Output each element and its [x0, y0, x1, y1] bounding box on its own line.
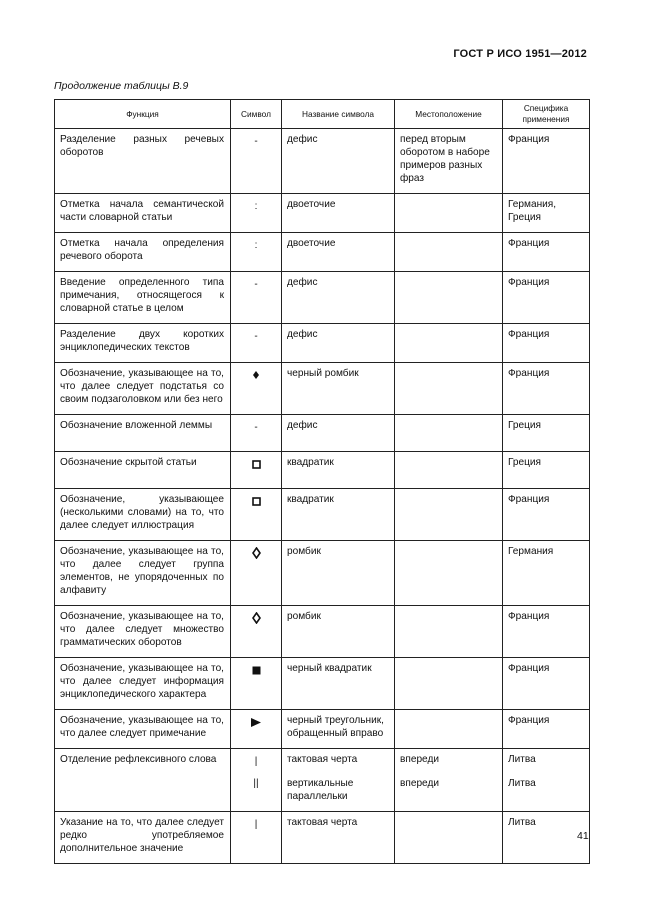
usage-cell: [503, 489, 590, 541]
table-row: [55, 272, 590, 324]
usage-cell-text: Франция: [508, 368, 550, 379]
usage-cell-text: Франция: [508, 611, 550, 622]
location-cell: [395, 272, 503, 324]
symbol-name-cell-text: тактовая черта: [287, 754, 358, 765]
location-cell: [395, 749, 503, 812]
black-triangle-right-icon: [236, 716, 276, 738]
symbol-name-cell-text: черный ромбик: [287, 368, 359, 379]
usage-cell-text: Франция: [508, 277, 550, 288]
symbol-name-cell-text: дефис: [287, 420, 318, 431]
table-row: [55, 489, 590, 541]
symbol-name-cell-text: дефис: [287, 134, 318, 145]
symbol-name-cell: [282, 452, 395, 489]
location-cell: [395, 415, 503, 452]
hyphen-icon: -: [254, 279, 258, 290]
colon-icon: :: [254, 240, 258, 251]
symbol-cell: [231, 129, 282, 194]
usage-cell-text: Германия: [508, 546, 554, 557]
usage-cell-text: Франция: [508, 329, 550, 340]
function-cell: Указание на то, что далее следует редко употребляемое дополнительное значение: [55, 812, 231, 864]
double-vertical-bar-icon: ||: [253, 778, 259, 789]
function-cell: Обозначение вложенной леммы: [55, 415, 231, 452]
usage-cell-text: Франция: [508, 494, 550, 505]
symbol-name-cell-text: квадратик: [287, 457, 334, 468]
usage-cell: [503, 658, 590, 710]
table-row: [55, 129, 590, 194]
function-cell: Обозначение скрытой статьи: [55, 452, 231, 489]
location-cell: [395, 541, 503, 606]
symbol-name-cell: [282, 541, 395, 606]
table-row: [55, 710, 590, 749]
symbol-cell: [231, 710, 282, 749]
symbol-name-cell: [282, 749, 395, 812]
symbol-name-cell: [282, 606, 395, 658]
function-cell: Обозначение, указывающее на то, что далее следует информация энциклопедического характера: [55, 658, 231, 710]
symbol-name-cell-text: двоеточие: [287, 199, 336, 210]
symbol-cell: [231, 233, 282, 272]
table-row: [55, 233, 590, 272]
table-row: [55, 363, 590, 415]
location-cell: [395, 812, 503, 864]
vertical-bar-icon: |: [254, 756, 258, 767]
function-cell: Введение определенного типа примечания, относящегося к словарной статье в целом: [55, 272, 231, 324]
location-cell-text: впереди: [400, 754, 439, 765]
usage-cell: [503, 541, 590, 606]
symbol-cell: [231, 194, 282, 233]
symbol-name-cell-text: черный квадратик: [287, 663, 372, 674]
usage-cell-text: Греция: [508, 420, 542, 431]
symbol-name-cell: [282, 129, 395, 194]
table-row: [55, 812, 590, 864]
function-cell: Обозначение, указывающее на то, что далее следует примечание: [55, 710, 231, 749]
symbol-cell: [231, 415, 282, 452]
usage-cell-text: Франция: [508, 715, 550, 726]
usage-cell: [503, 194, 590, 233]
symbol-cell: [231, 452, 282, 489]
column-header-symbol: Символ: [231, 100, 282, 129]
symbol-name-cell-text: ромбик: [287, 546, 321, 557]
symbol-name-cell-text: вертикальные параллельки: [287, 778, 354, 802]
document-id: ГОСТ Р ИСО 1951—2012: [453, 48, 587, 60]
symbol-cell: [231, 541, 282, 606]
column-header-symbol-name: Название символа: [282, 100, 395, 129]
table-row: [55, 541, 590, 606]
usage-cell: [503, 324, 590, 363]
symbol-name-cell: [282, 710, 395, 749]
usage-cell-text: Франция: [508, 134, 550, 145]
symbol-cell: [231, 606, 282, 658]
usage-cell: [503, 272, 590, 324]
black-diamond-icon: [236, 369, 276, 391]
symbol-cell: [231, 363, 282, 415]
function-cell: Обозначение, указывающее на то, что далее следует подстатья со своим подзаголовком или без него: [55, 363, 231, 415]
symbol-name-cell-text: дефис: [287, 277, 318, 288]
usage-cell: [503, 129, 590, 194]
function-cell: Отметка начала семантической части словарной статьи: [55, 194, 231, 233]
square-icon: [236, 495, 276, 517]
symbol-name-cell: [282, 194, 395, 233]
symbol-cell: [231, 749, 282, 812]
usage-cell: [503, 452, 590, 489]
location-cell: [395, 489, 503, 541]
usage-cell: [503, 363, 590, 415]
function-cell: Обозначение, указывающее на то, что далее следует группа элементов, не упорядоченных по алфавиту: [55, 541, 231, 606]
table-row: [55, 452, 590, 489]
usage-cell: [503, 606, 590, 658]
location-cell: [395, 194, 503, 233]
hyphen-icon: -: [254, 422, 258, 433]
black-square-icon: [236, 664, 276, 686]
symbol-cell: [231, 272, 282, 324]
symbol-cell: [231, 812, 282, 864]
function-cell: Отделение рефлексивного слова: [55, 749, 231, 812]
colon-icon: :: [254, 201, 258, 212]
symbol-name-cell-text: дефис: [287, 329, 318, 340]
usage-cell-text: Франция: [508, 238, 550, 249]
usage-cell-text: Литва: [508, 817, 536, 828]
table-body: [55, 129, 590, 864]
diamond-icon: [236, 612, 276, 634]
usage-cell: [503, 415, 590, 452]
usage-cell: [503, 710, 590, 749]
symbol-name-cell-text: черный треугольник, обращенный вправо: [287, 715, 384, 739]
function-cell: Разделение двух коротких энциклопедических текстов: [55, 324, 231, 363]
location-cell: [395, 363, 503, 415]
symbol-name-cell-text: ромбик: [287, 611, 321, 622]
table-header-row: [55, 100, 590, 129]
symbol-name-cell-text: двоеточие: [287, 238, 336, 249]
symbol-cell: [231, 489, 282, 541]
usage-cell-text: Германия, Греция: [508, 199, 557, 223]
hyphen-icon: -: [254, 331, 258, 342]
symbol-name-cell-text: квадратик: [287, 494, 334, 505]
square-icon: [236, 458, 276, 480]
symbol-name-cell: [282, 363, 395, 415]
vertical-bar-icon: |: [254, 819, 258, 830]
column-header-usage: Специфика применения: [503, 100, 590, 129]
table-row: [55, 606, 590, 658]
usage-cell-text: Литва: [508, 754, 536, 765]
table-row: [55, 194, 590, 233]
symbol-cell: [231, 658, 282, 710]
table-row: [55, 749, 590, 812]
table-row: [55, 324, 590, 363]
diamond-icon: [236, 547, 276, 569]
symbol-cell: [231, 324, 282, 363]
function-cell: Отметка начала определения речевого оборота: [55, 233, 231, 272]
location-cell: [395, 233, 503, 272]
table-row: [55, 658, 590, 710]
location-cell: [395, 710, 503, 749]
page-number: 41: [577, 830, 589, 842]
symbols-table: [54, 99, 590, 864]
usage-cell: [503, 233, 590, 272]
symbol-name-cell: [282, 489, 395, 541]
symbol-name-cell: [282, 812, 395, 864]
symbol-name-cell: [282, 415, 395, 452]
usage-cell-text: Греция: [508, 457, 542, 468]
function-cell: Обозначение, указывающее на то, что далее следует множество грамматических оборотов: [55, 606, 231, 658]
hyphen-icon: -: [254, 136, 258, 147]
location-cell: [395, 606, 503, 658]
symbol-name-cell: [282, 272, 395, 324]
symbol-name-cell: [282, 658, 395, 710]
location-cell-text: впереди: [400, 778, 439, 789]
symbol-name-cell: [282, 324, 395, 363]
table-row: [55, 415, 590, 452]
usage-cell: [503, 749, 590, 812]
symbol-name-cell: [282, 233, 395, 272]
column-header-function: Функция: [55, 100, 231, 129]
function-cell: Обозначение, указывающее (несколькими словами) на то, что далее следует иллюстрация: [55, 489, 231, 541]
location-cell: [395, 452, 503, 489]
symbol-name-cell-text: тактовая черта: [287, 817, 358, 828]
function-cell: Разделение разных речевых оборотов: [55, 129, 231, 194]
location-cell: [395, 324, 503, 363]
location-cell: [395, 658, 503, 710]
usage-cell-text: Литва: [508, 778, 536, 789]
location-cell-text: перед вторым оборотом в наборе примеров разных фраз: [400, 134, 490, 184]
column-header-location: Местоположение: [395, 100, 503, 129]
usage-cell-text: Франция: [508, 663, 550, 674]
location-cell: [395, 129, 503, 194]
table-caption: Продолжение таблицы В.9: [54, 80, 189, 92]
